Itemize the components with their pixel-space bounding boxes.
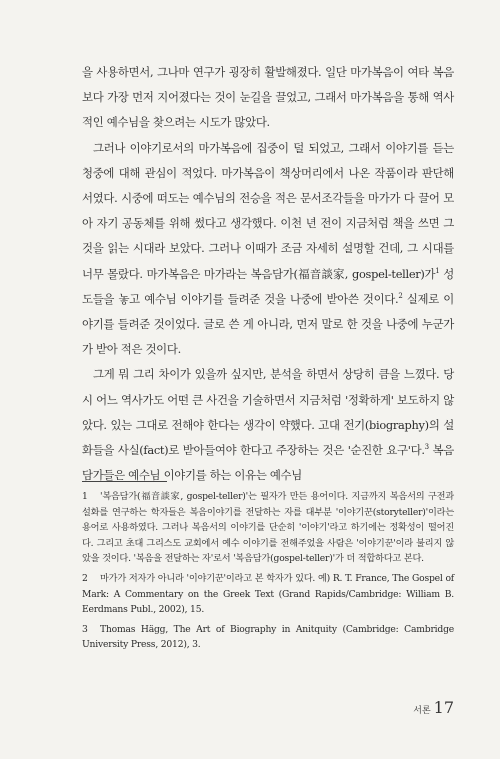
footnote-ref-2[interactable]: 2 (398, 292, 403, 301)
footnote-ref-1[interactable]: 1 (435, 266, 440, 275)
body-text (82, 60, 454, 488)
paragraph-3-end: 복음담가들은 예수님 이야기를 하는 이유는 예수님 (82, 443, 454, 483)
page-footer (413, 698, 454, 717)
footnote-number: 3 (82, 623, 88, 635)
footnote-divider (82, 481, 167, 482)
paragraph-2-text: 그러나 이야기로서의 마가복음에 집중이 덜 되었고, 그래서 이야기를 듣는 청중에 대해 관심이 적었다. 마가복음이 책상머리에서 나온 작품이라 판단해서였다. 시중에 떠도는 예수님의 전승을 적은 문서조각들을 마가가 다 끌어 모아 자기 공동체를 위해 썼다고 생각했다. 이천 년 전이 지금처럼 책을 쓰면 그것을 읽는 시대라 보았다. 그러나 이때가 조금 자세히 설명할 건데, 그 시대를 너무 몰랐다. 마가복음은 마가라는 복음담가(福音談家, gospel-teller)가 (82, 140, 454, 281)
section-label: 서론 (413, 706, 431, 716)
footnote-1 (82, 489, 454, 567)
footnote-text: '복음담가(福音談家, gospel-teller)'는 필자가 만든 용어이다. 지금까지 복음서의 구전과 설화를 연구하는 학자들은 복음이야기를 전달하는 자를 대부분 '이야기꾼(storyteller)'이라는 용어로 사용하였다. 그러나 복음서의 이야기를 단순히 '이야기'라고 하기에는 정확성이 떨어진다. 그리고 초대 그리스도 교회에서 예수 이야기를 전해주었을 사람은 '이야기꾼'이라 불리지 않았을 것이다. '복음을 전달하는 자'로서 '복음담가(gospel-teller)'가 더 적합하다고 본다. (82, 491, 454, 565)
footnote-number: 1 (82, 491, 88, 502)
footnote-ref-3[interactable]: 3 (424, 443, 429, 452)
footnote-3 (82, 622, 454, 653)
paragraph-3-text: 그게 뭐 그리 차이가 있을까 싶지만, 분석을 하면서 상당히 큼을 느꼈다. 당시 어느 역사가도 어떤 큰 사건을 기술하면서 지금처럼 '정확하게' 보도하지 않았다. 있는 그대로 전해야 한다는 생각이 약했다. 고대 전기(biography)의 설화들을 사실(fact)로 받아들여야 한다고 주장하는 것은 '순진한 요구'다. (82, 367, 454, 458)
paragraph-2-mid: 성도들을 놓고 예수님 이야기를 들려준 것을 나중에 받아쓴 것이다. (82, 266, 455, 306)
paragraph-1: 을 사용하면서, 그나마 연구가 굉장히 활발해졌다. 일단 마가복음이 여타 복음보다 가장 먼저 지어졌다는 것이 눈길을 끌었고, 그래서 마가복음을 통해 역사적인 예수님을 찾으려는 시도가 많았다. (82, 65, 454, 130)
footnote-number: 2 (82, 572, 88, 584)
footnote-text: Thomas Hägg, The Art of Biography in Anitquity (Cambridge: Cambridge University Press, 2012), 3. (82, 623, 454, 651)
paragraph-2 (82, 136, 454, 363)
page-number: 17 (433, 698, 454, 717)
paragraph-3 (82, 362, 454, 488)
footnotes (82, 489, 454, 657)
footnote-2 (82, 571, 454, 618)
paragraph-2-end: 실제로 이야기를 들려준 것이었다. 글로 쓴 게 아니라, 먼저 말로 한 것을 나중에 누군가가 받아 적은 것이다. (82, 291, 454, 357)
footnote-text: 마가가 저자가 아니라 '이야기꾼'이라고 본 학자가 있다. 예) R. T. France, The Gospel of Mark: A Commentary on the Greek Text (Grand Rapids/Cambridge: William B. Eerdmans Publ., 2002), 15. (82, 572, 454, 616)
